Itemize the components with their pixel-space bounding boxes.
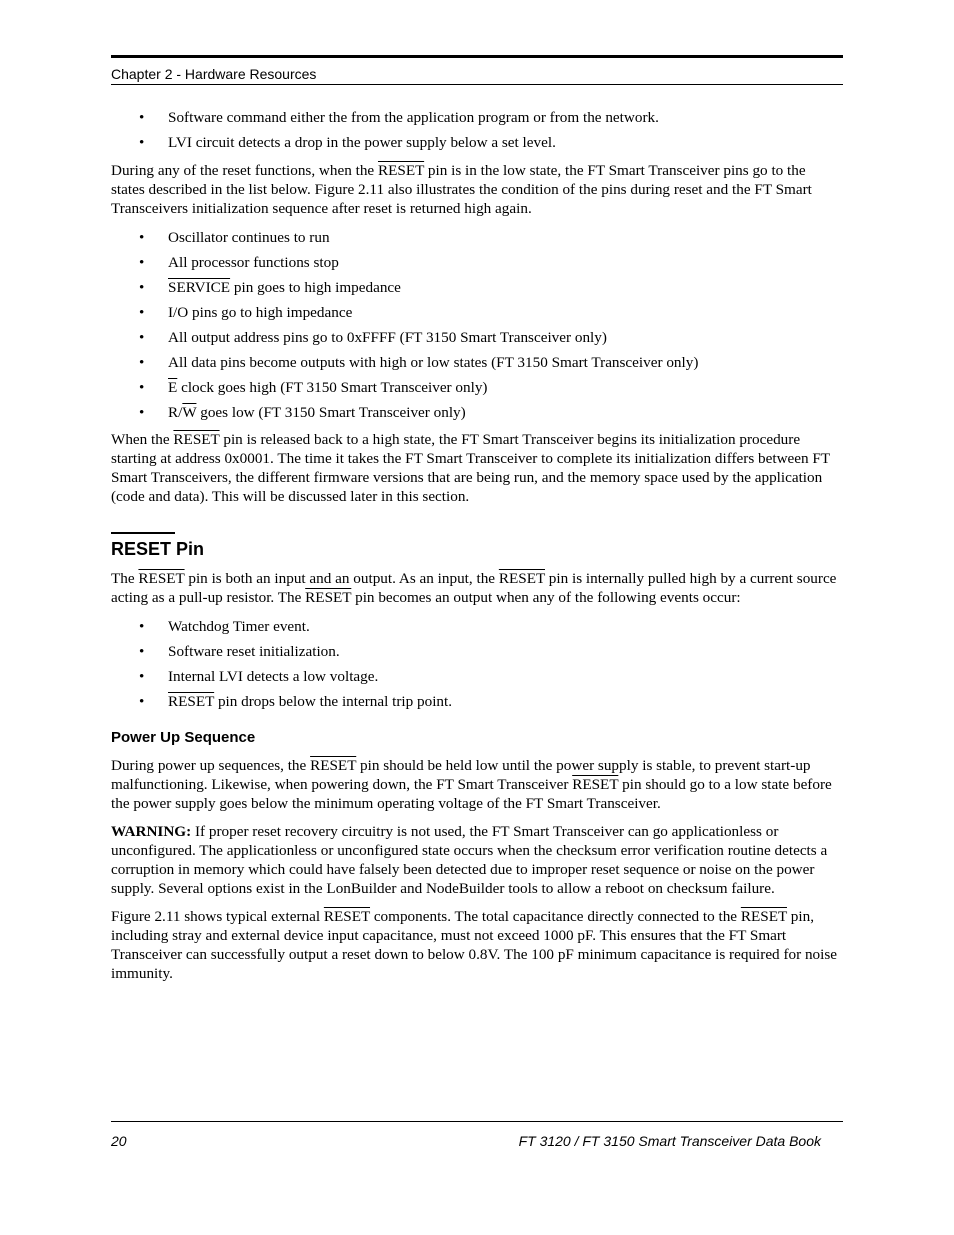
- bullet-icon: •: [139, 668, 145, 685]
- chapter-header: Chapter 2 - Hardware Resources: [111, 66, 317, 82]
- section-overline-rule: [111, 532, 175, 534]
- reset-signal-overline: RESET: [168, 693, 215, 710]
- list-item: [111, 252, 843, 277]
- list-item: [111, 227, 843, 252]
- list-item-text: All data pins become outputs with high or low states (FT 3150 Smart Transceiver only): [168, 354, 699, 371]
- text-run: pin is internally pulled high by a current source acting as a pull-up resistor. The: [111, 570, 837, 606]
- bullet-icon: •: [139, 379, 145, 396]
- footer-rule: [111, 1121, 843, 1122]
- text-run: During power up sequences, the: [111, 757, 311, 774]
- list-item-text: pin goes to high impedance: [230, 279, 401, 296]
- text-run: Figure 2.11 shows typical external: [111, 908, 324, 925]
- list-item-text: R/: [168, 404, 183, 421]
- bullet-icon: •: [139, 254, 145, 271]
- list-item: [111, 107, 843, 132]
- bullet-icon: •: [139, 404, 145, 421]
- list-item-text: goes low (FT 3150 Smart Transceiver only): [196, 404, 466, 421]
- section-title: RESET Pin: [111, 539, 205, 559]
- bullet-icon: •: [139, 229, 145, 246]
- list-item: [111, 352, 843, 377]
- capacitance-paragraph: [111, 907, 843, 983]
- list-item-text: clock goes high (FT 3150 Smart Transceiver only): [177, 379, 488, 396]
- text-run: pin should go to a low state before the power supply goes below the minimum operating voltage of the FT Smart Transceiver.: [111, 776, 832, 812]
- page-number: 20: [111, 1133, 127, 1149]
- text-run: pin, including stray and external device input capacitance, must not exceed 1000 pF. This ensures that the FT Smart Transceiver can successfully output a reset down to below 0.8V. The 100 pF minimum capacitance is required for noise immunity.: [111, 908, 838, 982]
- list-item-text: All output address pins go to 0xFFFF (FT 3150 Smart Transceiver only): [168, 329, 607, 346]
- list-item: [111, 132, 843, 157]
- bullet-icon: •: [139, 618, 145, 635]
- reset-pin-paragraph: [111, 569, 843, 607]
- text-run: pin should be held low until the power supply is stable, to prevent start-up malfunctioning. Likewise, when powering down, the FT Smart Transceiver: [111, 757, 811, 793]
- reset-signal-overline: RESET: [138, 570, 185, 587]
- warning-label: WARNING:: [111, 823, 192, 840]
- reset-event-bullet-list: [111, 616, 843, 716]
- bullet-icon: •: [139, 134, 145, 151]
- list-item-text: pin drops below the internal trip point.: [214, 693, 453, 710]
- list-item-text: Internal LVI detects a low voltage.: [168, 668, 379, 685]
- reset-signal-overline: RESET: [740, 908, 787, 925]
- bullet-icon: •: [139, 643, 145, 660]
- intro-bullet-list: [111, 107, 843, 157]
- reset-pin-section-heading: [111, 532, 843, 560]
- warning-paragraph: [111, 822, 843, 898]
- text-run: pin is in the low state, the FT Smart Transceiver pins go to the states described in the list below. Figure 2.11 also illustrates the condition of the pins during reset and the FT Smart Transceivers initialization sequence after reset is returned high again.: [111, 162, 812, 217]
- list-item-text: Oscillator continues to run: [168, 229, 330, 246]
- service-signal-overline: SERVICE: [168, 279, 231, 296]
- bullet-icon: •: [139, 109, 145, 126]
- reset-functions-paragraph: [111, 161, 843, 218]
- initialization-paragraph: [111, 430, 843, 506]
- bullet-icon: •: [139, 354, 145, 371]
- list-item: [111, 666, 843, 691]
- e-signal-overline: $\overline{E}$: [168, 379, 178, 396]
- text-run: pin is both an input and an output. As an input, the: [184, 570, 499, 587]
- reset-signal-overline: RESET: [310, 757, 357, 774]
- list-item-text: Software reset initialization.: [168, 643, 340, 660]
- text-run: The: [111, 570, 139, 587]
- list-item: [111, 377, 843, 402]
- bullet-icon: •: [139, 329, 145, 346]
- page-content: [111, 107, 843, 983]
- pin-state-bullet-list: [111, 227, 843, 427]
- list-item-text: All processor functions stop: [168, 254, 339, 271]
- reset-signal-overline: RESET: [572, 776, 619, 793]
- bullet-icon: •: [139, 693, 145, 710]
- list-item-text: I/O pins go to high impedance: [168, 304, 353, 321]
- text-run: When the: [111, 431, 174, 448]
- text-run: If proper reset recovery circuitry is not used, the FT Smart Transceiver can go applicationless or unconfigured. The applicationless or unconfigured state occurs when the checksum error verification routine detects a corruption in memory which could have falsely been detected due to improper reset sequence or noise on the power supply. Several options exist in the LonBuilder and NodeBuilder tools to allow a reboot on checksum failure.: [111, 823, 828, 897]
- bullet-icon: •: [139, 279, 145, 296]
- subsection-title: Power Up Sequence: [111, 729, 256, 746]
- list-item: [111, 277, 843, 302]
- list-item: [111, 641, 843, 666]
- list-item: [111, 327, 843, 352]
- text-run: During any of the reset functions, when the: [111, 162, 378, 179]
- reset-signal-overline: RESET: [377, 162, 425, 179]
- bullet-icon: •: [139, 304, 145, 321]
- reset-signal-overline: RESET: [305, 589, 352, 606]
- list-item: [111, 402, 843, 427]
- list-item: [111, 302, 843, 327]
- list-item: [111, 691, 843, 716]
- top-rule: [111, 55, 843, 58]
- reset-signal-overline: RESET: [173, 431, 220, 448]
- list-item: [111, 616, 843, 641]
- text-run: pin becomes an output when any of the following events occur:: [351, 589, 741, 606]
- reset-signal-overline: RESET: [323, 908, 371, 925]
- w-signal-overline: $\overline{W}$: [182, 404, 197, 421]
- text-run: components. The total capacitance directly connected to the: [370, 908, 741, 925]
- list-item-text: Watchdog Timer event.: [168, 618, 310, 635]
- list-item-text: LVI circuit detects a drop in the power supply below a set level.: [168, 134, 556, 151]
- text-run: pin is released back to a high state, the FT Smart Transceiver begins its initialization procedure starting at address 0x0001. The time it takes the FT Smart Transceiver to complete its initialization differs between FT Smart Transceivers, the different firmware versions that are being run, and the memory space used by the application (code and data). This will be discussed later in this section.: [111, 431, 830, 505]
- power-up-paragraph: [111, 756, 843, 813]
- list-item-text: Software command either the from the application program or from the network.: [168, 109, 659, 126]
- header-rule: [111, 84, 843, 85]
- book-title: FT 3120 / FT 3150 Smart Transceiver Data Book: [518, 1133, 821, 1149]
- reset-signal-overline: RESET: [498, 570, 545, 587]
